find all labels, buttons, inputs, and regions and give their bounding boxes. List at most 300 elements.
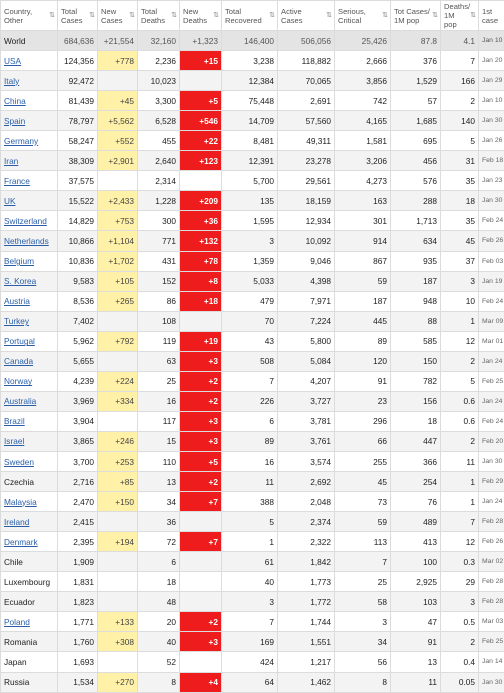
- active-cases-cell: 3,727: [278, 391, 335, 411]
- cases-per-million-cell: 695: [391, 131, 441, 151]
- cases-per-million-cell: 91: [391, 632, 441, 652]
- cases-per-million-cell: 103: [391, 592, 441, 612]
- table-row: [1, 251, 504, 271]
- deaths-per-million-cell: 7: [441, 512, 479, 532]
- table-row: [1, 572, 504, 592]
- total-cases-cell: 1,771: [58, 612, 98, 632]
- total-cases-cell: 1,823: [58, 592, 98, 612]
- new-cases-cell: +334: [98, 391, 138, 411]
- total-cases-cell: 81,439: [58, 91, 98, 111]
- cases-per-million-cell: 634: [391, 231, 441, 251]
- active-cases-cell: 7,971: [278, 291, 335, 311]
- country-link[interactable]: Netherlands: [4, 236, 49, 246]
- new-cases-cell: [98, 572, 138, 592]
- active-cases-cell: 5,800: [278, 331, 335, 351]
- deaths-per-million-cell: 0.05: [441, 672, 479, 692]
- total-cases-cell: 3,700: [58, 451, 98, 471]
- new-cases-cell: +150: [98, 492, 138, 512]
- country-cell[interactable]: [1, 512, 58, 532]
- total-deaths-cell: 8: [138, 672, 180, 692]
- deaths-per-million-cell: 0.3: [441, 552, 479, 572]
- new-deaths-cell: +15: [180, 51, 222, 71]
- total-deaths-cell: 13: [138, 472, 180, 492]
- new-deaths-cell: +7: [180, 492, 222, 512]
- cases-per-million-cell: 1,713: [391, 211, 441, 231]
- cases-per-million-cell: 57: [391, 91, 441, 111]
- total-cases-cell: 1,534: [58, 672, 98, 692]
- serious-critical-cell: 742: [335, 91, 391, 111]
- total-deaths-cell: 3,300: [138, 91, 180, 111]
- country-link[interactable]: Turkey: [4, 316, 29, 326]
- active-cases-cell: 5,084: [278, 351, 335, 371]
- serious-critical-cell: 163: [335, 191, 391, 211]
- country-cell[interactable]: [1, 451, 58, 471]
- serious-critical-cell: 45: [335, 472, 391, 492]
- country-name: Russia: [4, 677, 29, 687]
- deaths-per-million-cell: 18: [441, 191, 479, 211]
- cases-per-million-cell: 1,685: [391, 111, 441, 131]
- new-deaths-cell: +18: [180, 291, 222, 311]
- total-cases-cell: 4,239: [58, 371, 98, 391]
- table-row: [1, 512, 504, 532]
- country-cell[interactable]: [1, 151, 58, 171]
- country-link[interactable]: Austria: [4, 296, 30, 306]
- total-deaths-cell: 20: [138, 612, 180, 632]
- total-deaths-cell: 119: [138, 331, 180, 351]
- deaths-per-million-cell: 140: [441, 111, 479, 131]
- new-cases-cell: [98, 552, 138, 572]
- total-cases-cell: 58,247: [58, 131, 98, 151]
- total-deaths-cell: 34: [138, 492, 180, 512]
- serious-critical-cell: 3,206: [335, 151, 391, 171]
- cases-per-million-cell: 489: [391, 512, 441, 532]
- new-deaths-cell: +3: [180, 411, 222, 431]
- total-recovered-cell: 12,391: [222, 151, 278, 171]
- new-deaths-cell: [180, 652, 222, 672]
- serious-critical-cell: 3: [335, 612, 391, 632]
- first-case-cell: Feb 24: [479, 291, 504, 311]
- first-case-cell: Feb 24: [479, 411, 504, 431]
- sort-arrows-icon[interactable]: ⇅: [470, 11, 476, 20]
- new-cases-cell: +778: [98, 51, 138, 71]
- total-deaths-cell: 86: [138, 291, 180, 311]
- country-link[interactable]: Denmark: [4, 537, 38, 547]
- deaths-per-million-cell: 29: [441, 572, 479, 592]
- serious-critical-cell: 120: [335, 351, 391, 371]
- total-deaths-cell: 6,528: [138, 111, 180, 131]
- header-new-cases[interactable]: New Cases ⇅: [98, 1, 138, 31]
- country-cell[interactable]: [1, 91, 58, 111]
- sort-arrows-icon[interactable]: ⇅: [326, 11, 332, 20]
- sort-arrows-icon[interactable]: ⇅: [49, 11, 55, 20]
- first-case-cell: Jan 10: [479, 91, 504, 111]
- new-deaths-cell: +2: [180, 371, 222, 391]
- country-link[interactable]: USA: [4, 56, 21, 66]
- cases-per-million-cell: 288: [391, 191, 441, 211]
- first-case-cell: Jan 30: [479, 672, 504, 692]
- active-cases-cell: 2,691: [278, 91, 335, 111]
- country-link[interactable]: Canada: [4, 356, 33, 366]
- total-recovered-cell: 1: [222, 532, 278, 552]
- table-body: [1, 31, 504, 693]
- serious-critical-cell: 1,581: [335, 131, 391, 151]
- total-deaths-cell: 2,640: [138, 151, 180, 171]
- total-cases-cell: 9,583: [58, 271, 98, 291]
- header-deaths-per-million[interactable]: Deaths/ 1M pop ⇅: [441, 1, 479, 31]
- total-recovered-cell: 7: [222, 371, 278, 391]
- country-cell[interactable]: [1, 371, 58, 391]
- first-case-cell: Feb 24: [479, 211, 504, 231]
- sort-arrows-icon[interactable]: ⇅: [129, 11, 135, 20]
- new-cases-cell: +133: [98, 612, 138, 632]
- total-recovered-cell: 424: [222, 652, 278, 672]
- cases-per-million-cell: 456: [391, 151, 441, 171]
- header-serious-critical[interactable]: Serious, Critical ⇅: [335, 1, 391, 31]
- new-deaths-cell: [180, 512, 222, 532]
- first-case-cell: Feb 29: [479, 472, 504, 492]
- active-cases-cell: 70,065: [278, 71, 335, 91]
- serious-critical-cell: 25: [335, 572, 391, 592]
- deaths-per-million-cell: 4.1: [441, 31, 479, 51]
- country-cell[interactable]: [1, 71, 58, 91]
- new-cases-cell: +5,562: [98, 111, 138, 131]
- first-case-cell: Jan 14: [479, 652, 504, 672]
- serious-critical-cell: 867: [335, 251, 391, 271]
- first-case-cell: Jan 24: [479, 492, 504, 512]
- deaths-per-million-cell: 1: [441, 311, 479, 331]
- new-deaths-cell: +5: [180, 451, 222, 471]
- deaths-per-million-cell: 0.4: [441, 652, 479, 672]
- first-case-cell: Mar 03: [479, 612, 504, 632]
- country-cell[interactable]: [1, 291, 58, 311]
- deaths-per-million-cell: 35: [441, 211, 479, 231]
- total-deaths-cell: 32,160: [138, 31, 180, 51]
- country-link[interactable]: Iran: [4, 156, 18, 166]
- total-recovered-cell: 6: [222, 411, 278, 431]
- first-case-cell: Jan 30: [479, 451, 504, 471]
- country-cell[interactable]: [1, 211, 58, 231]
- total-recovered-cell: 508: [222, 351, 278, 371]
- table-row: [1, 351, 504, 371]
- new-deaths-cell: [180, 171, 222, 191]
- active-cases-cell: 1,744: [278, 612, 335, 632]
- country-link[interactable]: Malaysia: [4, 497, 37, 507]
- active-cases-cell: 3,574: [278, 451, 335, 471]
- total-cases-cell: 8,536: [58, 291, 98, 311]
- active-cases-cell: 4,207: [278, 371, 335, 391]
- new-deaths-cell: +3: [180, 431, 222, 451]
- country-link[interactable]: Ireland: [4, 517, 29, 527]
- active-cases-cell: 23,278: [278, 151, 335, 171]
- total-deaths-cell: 48: [138, 592, 180, 612]
- header-total-recovered[interactable]: Total Recovered ⇅: [222, 1, 278, 31]
- new-cases-cell: +265: [98, 291, 138, 311]
- country-link[interactable]: Germany: [4, 136, 38, 146]
- new-deaths-cell: +36: [180, 211, 222, 231]
- deaths-per-million-cell: 0.6: [441, 411, 479, 431]
- total-recovered-cell: 5,700: [222, 171, 278, 191]
- new-cases-cell: +753: [98, 211, 138, 231]
- table-row: [1, 492, 504, 512]
- cases-per-million-cell: 782: [391, 371, 441, 391]
- total-cases-cell: 2,395: [58, 532, 98, 552]
- total-recovered-cell: 8,481: [222, 131, 278, 151]
- total-cases-cell: 3,969: [58, 391, 98, 411]
- total-deaths-cell: 431: [138, 251, 180, 271]
- total-deaths-cell: 16: [138, 391, 180, 411]
- sort-arrows-icon[interactable]: ⇅: [213, 11, 219, 20]
- cases-per-million-cell: 87.8: [391, 31, 441, 51]
- deaths-per-million-cell: 5: [441, 371, 479, 391]
- total-recovered-cell: 169: [222, 632, 278, 652]
- country-cell[interactable]: [1, 271, 58, 291]
- active-cases-cell: 2,374: [278, 512, 335, 532]
- table-row: [1, 311, 504, 331]
- first-case-cell: Feb 26: [479, 532, 504, 552]
- total-recovered-cell: 14,709: [222, 111, 278, 131]
- cases-per-million-cell: 13: [391, 652, 441, 672]
- country-link[interactable]: S. Korea: [4, 276, 36, 286]
- country-link[interactable]: Switzerland: [4, 216, 47, 226]
- country-name: Romania: [4, 637, 37, 647]
- country-cell[interactable]: [1, 431, 58, 451]
- new-deaths-cell: +546: [180, 111, 222, 131]
- total-recovered-cell: 479: [222, 291, 278, 311]
- total-deaths-cell: 152: [138, 271, 180, 291]
- country-cell[interactable]: [1, 391, 58, 411]
- cases-per-million-cell: 76: [391, 492, 441, 512]
- country-cell: [1, 652, 58, 672]
- header-new-deaths[interactable]: New Deaths ⇅: [180, 1, 222, 31]
- total-cases-cell: 15,522: [58, 191, 98, 211]
- country-cell[interactable]: [1, 351, 58, 371]
- country-cell[interactable]: [1, 231, 58, 251]
- country-cell: [1, 632, 58, 652]
- total-deaths-cell: 6: [138, 552, 180, 572]
- country-link[interactable]: Italy: [4, 76, 19, 86]
- serious-critical-cell: 445: [335, 311, 391, 331]
- total-recovered-cell: 70: [222, 311, 278, 331]
- total-cases-cell: 3,865: [58, 431, 98, 451]
- country-cell[interactable]: [1, 311, 58, 331]
- deaths-per-million-cell: 3: [441, 592, 479, 612]
- total-cases-cell: 1,831: [58, 572, 98, 592]
- serious-critical-cell: 7: [335, 552, 391, 572]
- country-link[interactable]: Norway: [4, 376, 32, 386]
- country-cell[interactable]: [1, 492, 58, 512]
- total-cases-cell: 78,797: [58, 111, 98, 131]
- serious-critical-cell: 25,426: [335, 31, 391, 51]
- header-country[interactable]: Country, Other ⇅: [1, 1, 58, 31]
- table-row: [1, 612, 504, 632]
- total-cases-cell: 14,829: [58, 211, 98, 231]
- serious-critical-cell: 59: [335, 512, 391, 532]
- new-cases-cell: [98, 71, 138, 91]
- serious-critical-cell: 3,856: [335, 71, 391, 91]
- new-cases-cell: [98, 652, 138, 672]
- active-cases-cell: 506,056: [278, 31, 335, 51]
- deaths-per-million-cell: 2: [441, 351, 479, 371]
- deaths-per-million-cell: 0.6: [441, 391, 479, 411]
- serious-critical-cell: 89: [335, 331, 391, 351]
- header-active-cases[interactable]: Active Cases ⇅: [278, 1, 335, 31]
- country-name: Chile: [4, 557, 23, 567]
- country-link[interactable]: Spain: [4, 116, 25, 126]
- table-row: [1, 171, 504, 191]
- cases-per-million-cell: 935: [391, 251, 441, 271]
- new-cases-cell: +253: [98, 451, 138, 471]
- country-cell[interactable]: [1, 191, 58, 211]
- country-cell[interactable]: [1, 171, 58, 191]
- sort-arrows-icon[interactable]: ⇅: [382, 11, 388, 20]
- first-case-cell: Jan 19: [479, 271, 504, 291]
- deaths-per-million-cell: 10: [441, 291, 479, 311]
- country-cell[interactable]: [1, 532, 58, 552]
- new-deaths-cell: +1,323: [180, 31, 222, 51]
- country-link[interactable]: Belgium: [4, 256, 34, 266]
- sort-arrows-icon[interactable]: ⇅: [432, 11, 438, 20]
- country-link[interactable]: Israel: [4, 436, 24, 446]
- serious-critical-cell: 58: [335, 592, 391, 612]
- country-cell[interactable]: [1, 331, 58, 351]
- total-deaths-cell: 1,228: [138, 191, 180, 211]
- new-deaths-cell: [180, 572, 222, 592]
- total-deaths-cell: 2,314: [138, 171, 180, 191]
- cases-per-million-cell: 18: [391, 411, 441, 431]
- total-cases-cell: 2,716: [58, 472, 98, 492]
- total-recovered-cell: 3: [222, 592, 278, 612]
- new-cases-cell: +552: [98, 131, 138, 151]
- header-total-deaths[interactable]: Total Deaths ⇅: [138, 1, 180, 31]
- deaths-per-million-cell: 7: [441, 51, 479, 71]
- cases-per-million-cell: 88: [391, 311, 441, 331]
- table-row: [1, 91, 504, 111]
- active-cases-cell: 1,217: [278, 652, 335, 672]
- country-cell[interactable]: [1, 111, 58, 131]
- new-cases-cell: +308: [98, 632, 138, 652]
- active-cases-cell: 2,048: [278, 492, 335, 512]
- total-recovered-cell: 89: [222, 431, 278, 451]
- new-cases-cell: +2,901: [98, 151, 138, 171]
- table-row: [1, 231, 504, 251]
- first-case-cell: Jan 24: [479, 391, 504, 411]
- country-cell[interactable]: [1, 612, 58, 632]
- table-row: [1, 111, 504, 131]
- deaths-per-million-cell: 35: [441, 171, 479, 191]
- table-row: [1, 532, 504, 552]
- first-case-cell: Feb 25: [479, 632, 504, 652]
- table-row: [1, 271, 504, 291]
- total-cases-cell: 10,836: [58, 251, 98, 271]
- first-case-cell: Jan 20: [479, 51, 504, 71]
- first-case-cell: Mar 02: [479, 552, 504, 572]
- header-total-cases[interactable]: Total Cases ⇅: [58, 1, 98, 31]
- country-link[interactable]: UK: [4, 196, 16, 206]
- header-cases-per-million[interactable]: Tot Cases/ 1M pop ⇅: [391, 1, 441, 31]
- country-link[interactable]: Sweden: [4, 457, 34, 467]
- country-cell: [1, 472, 58, 492]
- new-deaths-cell: +2: [180, 472, 222, 492]
- new-deaths-cell: +209: [180, 191, 222, 211]
- total-deaths-cell: 10,023: [138, 71, 180, 91]
- total-cases-cell: 38,309: [58, 151, 98, 171]
- sort-arrows-icon[interactable]: ⇅: [171, 11, 177, 20]
- header-first-case[interactable]: 1st case: [479, 1, 504, 31]
- serious-critical-cell: 66: [335, 431, 391, 451]
- country-cell[interactable]: [1, 51, 58, 71]
- country-link[interactable]: China: [4, 96, 26, 106]
- deaths-per-million-cell: 37: [441, 251, 479, 271]
- first-case-cell: Feb 03: [479, 251, 504, 271]
- sort-arrows-icon[interactable]: ⇅: [269, 11, 275, 20]
- new-cases-cell: [98, 351, 138, 371]
- new-deaths-cell: +123: [180, 151, 222, 171]
- new-deaths-cell: [180, 592, 222, 612]
- country-name: Luxembourg: [4, 577, 50, 587]
- new-deaths-cell: +19: [180, 331, 222, 351]
- active-cases-cell: 118,882: [278, 51, 335, 71]
- total-deaths-cell: 110: [138, 451, 180, 471]
- table-row: [1, 632, 504, 652]
- first-case-cell: Jan 24: [479, 351, 504, 371]
- country-cell[interactable]: [1, 411, 58, 431]
- country-link[interactable]: France: [4, 176, 30, 186]
- total-cases-cell: 7,402: [58, 311, 98, 331]
- country-cell: [1, 672, 58, 692]
- active-cases-cell: 1,842: [278, 552, 335, 572]
- country-link[interactable]: Portugal: [4, 336, 35, 346]
- deaths-per-million-cell: 12: [441, 532, 479, 552]
- active-cases-cell: 29,561: [278, 171, 335, 191]
- country-link[interactable]: Australia: [4, 396, 36, 406]
- new-deaths-cell: +5: [180, 91, 222, 111]
- new-deaths-cell: +4: [180, 672, 222, 692]
- sort-arrows-icon[interactable]: ⇅: [89, 11, 95, 20]
- cases-per-million-cell: 150: [391, 351, 441, 371]
- deaths-per-million-cell: 31: [441, 151, 479, 171]
- serious-critical-cell: 2,666: [335, 51, 391, 71]
- total-cases-cell: 5,655: [58, 351, 98, 371]
- new-cases-cell: +85: [98, 472, 138, 492]
- active-cases-cell: 12,934: [278, 211, 335, 231]
- deaths-per-million-cell: 12: [441, 331, 479, 351]
- new-cases-cell: [98, 311, 138, 331]
- serious-critical-cell: 59: [335, 271, 391, 291]
- active-cases-cell: 3,761: [278, 431, 335, 451]
- active-cases-cell: 2,692: [278, 472, 335, 492]
- table-row: [1, 51, 504, 71]
- active-cases-cell: 1,773: [278, 572, 335, 592]
- total-deaths-cell: 771: [138, 231, 180, 251]
- deaths-per-million-cell: 2: [441, 431, 479, 451]
- serious-critical-cell: 113: [335, 532, 391, 552]
- country-cell[interactable]: [1, 251, 58, 271]
- deaths-per-million-cell: 1: [441, 492, 479, 512]
- total-recovered-cell: 5,033: [222, 271, 278, 291]
- total-deaths-cell: 18: [138, 572, 180, 592]
- serious-critical-cell: 301: [335, 211, 391, 231]
- active-cases-cell: 9,046: [278, 251, 335, 271]
- country-cell[interactable]: [1, 131, 58, 151]
- total-cases-cell: 1,693: [58, 652, 98, 672]
- table-row: [1, 191, 504, 211]
- table-row: [1, 652, 504, 672]
- first-case-cell: Feb 28: [479, 572, 504, 592]
- country-link[interactable]: Poland: [4, 617, 30, 627]
- cases-per-million-cell: 254: [391, 472, 441, 492]
- new-deaths-cell: +7: [180, 532, 222, 552]
- country-link[interactable]: Brazil: [4, 416, 25, 426]
